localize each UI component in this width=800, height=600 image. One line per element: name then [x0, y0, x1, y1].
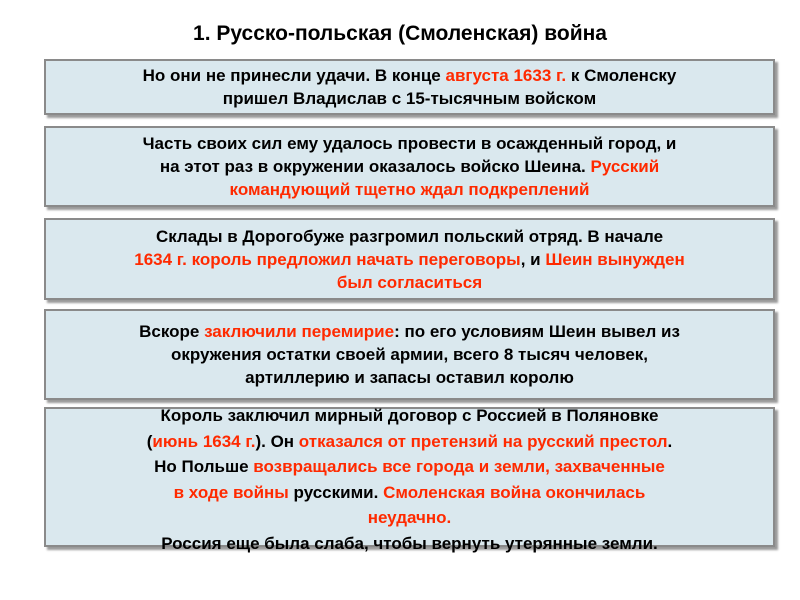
text-block-4 — [44, 309, 775, 400]
text-segment: , и — [520, 249, 546, 269]
text-block-5-body — [147, 403, 673, 556]
text-segment: Россия еще была слаба, чтобы вернуть утерянные земли. — [161, 533, 658, 553]
text-block-2-body — [143, 132, 677, 201]
highlighted-text: был согласиться — [336, 272, 483, 292]
text-segment: ( — [146, 431, 153, 451]
highlighted-text: июнь 1634 г. — [152, 431, 256, 451]
text-segment: Но они не принесли удачи. В конце — [142, 66, 446, 85]
text-segment: . — [667, 431, 673, 451]
highlighted-text: 1634 г. король предложил начать переговоры — [134, 249, 521, 269]
highlighted-text: в ходе войны — [173, 482, 289, 502]
highlighted-text: командующий тщетно ждал подкреплений — [229, 180, 590, 199]
text-segment: Король заключил мирный договор с Россией в Поляновке — [160, 406, 659, 425]
text-segment: Но Польше — [154, 457, 254, 476]
text-block-2 — [44, 126, 775, 207]
text-segment: : по его условиям Шеин вывел из — [394, 322, 680, 341]
text-segment: окружения остатки своей армии, всего 8 тысяч человек, — [170, 345, 649, 364]
text-block-1 — [44, 59, 775, 115]
text-segment: к Смоленску — [566, 66, 677, 85]
slide-title: 1. Русско-польская (Смоленская) война — [193, 22, 607, 45]
highlighted-text: отказался от претензий на русский престол — [298, 431, 668, 451]
highlighted-text: Смоленская война окончилась — [383, 482, 646, 502]
text-segment: Часть своих сил ему удалось провести в осажденный город, и — [142, 134, 677, 153]
highlighted-text: Шеин вынужден — [545, 249, 685, 269]
text-segment: пришел Владислав с 15-тысячным войском — [222, 89, 597, 108]
text-segment: Склады в Дорогобуже разгромил польский отряд. В начале — [155, 226, 664, 246]
text-block-1-body — [143, 64, 677, 110]
text-segment: на этот раз в окружении оказалось войско Шеина. — [159, 157, 591, 176]
text-block-5 — [44, 406, 775, 553]
text-segment: ). Он — [255, 431, 299, 451]
text-segment: русскими. — [288, 482, 384, 502]
highlighted-text: Русский — [590, 157, 660, 176]
text-block-3 — [44, 218, 775, 300]
highlighted-text: возвращались все города и земли, захваченные — [253, 457, 665, 476]
highlighted-text: неудачно. — [367, 508, 452, 527]
highlighted-text: августа 1633 г. — [445, 66, 567, 85]
text-block-4-body — [139, 320, 680, 389]
text-block-3-body — [134, 225, 685, 294]
highlighted-text: заключили перемирие — [204, 322, 395, 341]
text-segment: Вскоре — [139, 322, 205, 341]
text-segment: артиллерию и запасы оставил королю — [245, 368, 574, 387]
